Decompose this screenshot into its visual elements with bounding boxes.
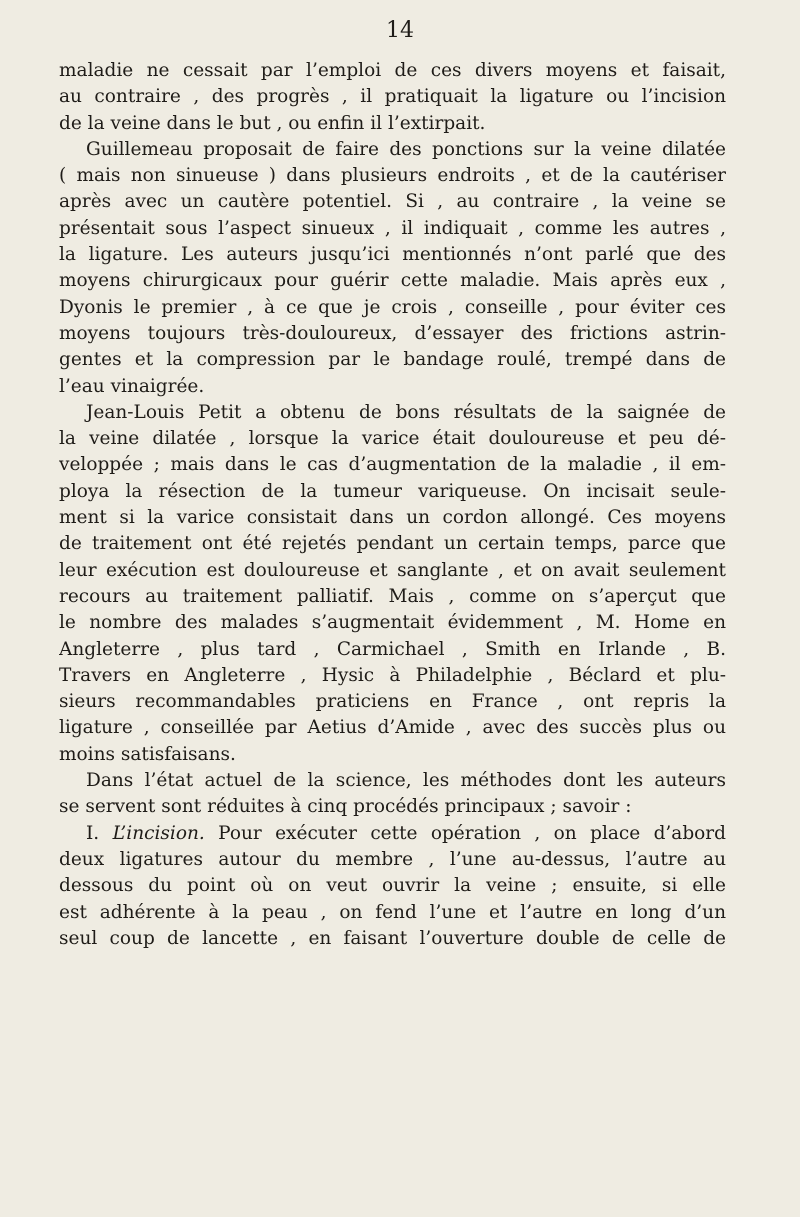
- text-line: de traitement ont été rejetés pendant un certain temps, parce que: [59, 533, 726, 555]
- text-line: la ligature. Les auteurs jusqu’ici mentionnés n’ont parlé que des: [59, 244, 726, 266]
- text-line: ligature , conseillée par Aetius d’Amide , avec des succès plus ou: [59, 717, 726, 739]
- text-line: l’eau vinaigrée.: [59, 375, 205, 397]
- text-line: gentes et la compression par le bandage roulé, trempé dans de: [59, 349, 726, 371]
- text-line: le nombre des malades s’augmentait évidemment , M. Home en: [59, 612, 726, 634]
- text-line: Jean-Louis Petit a obtenu de bons résultats de la saignée de: [86, 401, 726, 423]
- text-line: Dyonis le premier , à ce que je crois , conseille , pour éviter ces: [59, 296, 726, 318]
- text-line: est adhérente à la peau , on fend l’une et l’autre en long d’un: [59, 901, 726, 923]
- text-line: sieurs recommandables praticiens en France , ont repris la: [59, 691, 726, 713]
- text-line: leur exécution est douloureuse et sanglante , et on avait seulement: [59, 559, 726, 581]
- text-line: Travers en Angleterre , Hysic à Philadelphie , Béclard et plu-: [59, 664, 726, 686]
- page-number: 14: [386, 18, 414, 43]
- text-line: ploya la résection de la tumeur variqueuse. On incisait seule-: [59, 480, 726, 502]
- text-line: ( mais non sinueuse ) dans plusieurs endroits , et de la cautériser: [59, 165, 726, 187]
- text-line: dessous du point où on veut ouvrir la veine ; ensuite, si elle: [59, 875, 726, 897]
- body-text: [59, 58, 726, 952]
- text-line: veloppée ; mais dans le cas d’augmentation de la maladie , il em-: [59, 454, 726, 476]
- text-line: après avec un cautère potentiel. Si , au contraire , la veine se: [59, 191, 726, 213]
- text-line: I. L’incision. Pour exécuter cette opération , on place d’abord: [86, 822, 726, 844]
- text-line: moyens chirurgicaux pour guérir cette maladie. Mais après eux ,: [59, 270, 726, 292]
- text-line: deux ligatures autour du membre , l’une au-dessus, l’autre au: [59, 848, 726, 870]
- text-line: seul coup de lancette , en faisant l’ouverture double de celle de: [59, 927, 726, 949]
- text-line: Angleterre , plus tard , Carmichael , Smith en Irlande , B.: [59, 638, 726, 660]
- text-line: se servent sont réduites à cinq procédés principaux ; savoir :: [59, 796, 632, 818]
- text-line: moins satisfaisans.: [59, 743, 236, 765]
- text-line: de la veine dans le but , ou enfin il l’extirpait.: [59, 112, 486, 134]
- text-line: présentait sous l’aspect sinueux , il indiquait , comme les autres ,: [59, 217, 726, 239]
- text-line: ment si la varice consistait dans un cordon allongé. Ces moyens: [59, 507, 726, 529]
- text-line: moyens toujours très-douloureux, d’essayer des frictions astrin-: [59, 322, 726, 344]
- text-line: recours au traitement palliatif. Mais , comme on s’aperçut que: [59, 585, 726, 607]
- text-line: maladie ne cessait par l’emploi de ces divers moyens et faisait,: [59, 60, 726, 81]
- text-line: Guillemeau proposait de faire des ponctions sur la veine dilatée: [86, 138, 726, 160]
- text-line: la veine dilatée , lorsque la varice était douloureuse et peu dé-: [59, 428, 726, 450]
- text-line: Dans l’état actuel de la science, les méthodes dont les auteurs: [86, 770, 726, 792]
- text-line: au contraire , des progrès , il pratiquait la ligature ou l’incision: [59, 86, 726, 108]
